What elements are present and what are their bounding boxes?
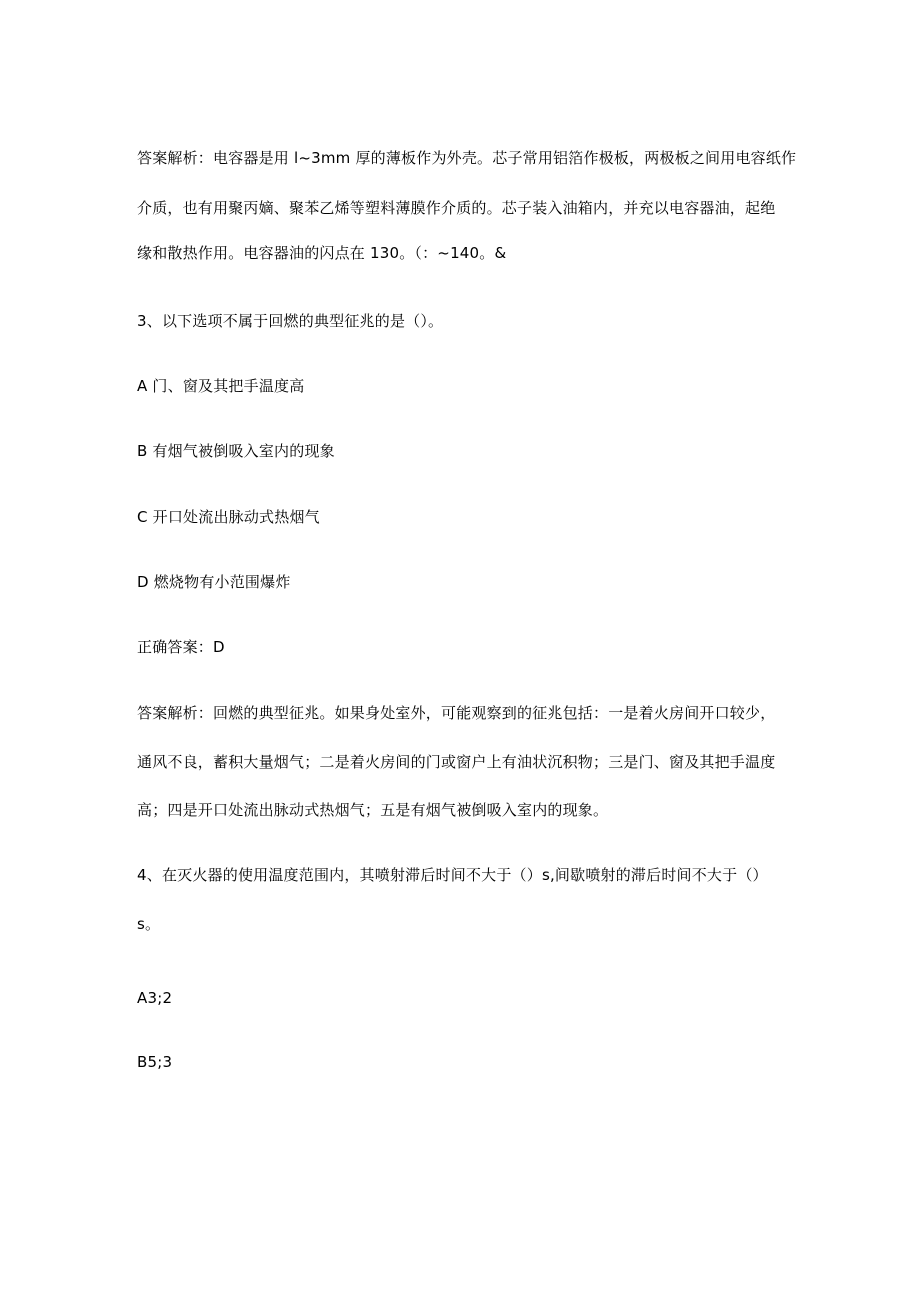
q4-question-line-1: 4、在灭火器的使用温度范围内，其喷射滞后时间不大于（）s,间歇喷射的滞后时间不大于（）: [137, 866, 768, 884]
q4-option-a: A3;2: [137, 989, 173, 1007]
q3-explanation-line-1: 答案解析：回燃的典型征兆。如果身处室外，可能观察到的征兆包括：一是着火房间开口较少，: [137, 704, 776, 722]
q3-option-b: B 有烟气被倒吸入室内的现象: [137, 442, 335, 460]
q2-explanation-line-1: 答案解析：电容器是用 l~3mm 厚的薄板作为外壳。芯子常用铝箔作极板，两极板之间用电容纸作: [137, 149, 797, 167]
q4-question-line-2: s。: [137, 915, 161, 933]
q3-explanation-line-2: 通风不良，蓄积大量烟气；二是着火房间的门或窗户上有油状沉积物；三是门、窗及其把手温度: [137, 753, 776, 771]
q2-explanation-line-3: 缘和散热作用。电容器油的闪点在 130。（：~140。&: [137, 244, 507, 262]
q3-option-d: D 燃烧物有小范围爆炸: [137, 573, 291, 591]
q3-question: 3、以下选项不属于回燃的典型征兆的是（）。: [137, 312, 444, 330]
q3-option-a: A 门、窗及其把手温度高: [137, 377, 305, 395]
q2-explanation-line-2: 介质，也有用聚丙嫡、聚苯乙烯等塑料薄膜作介质的。芯子装入油箱内，并充以电容器油，起绝: [137, 199, 776, 217]
q3-explanation-line-3: 高；四是开口处流出脉动式热烟气；五是有烟气被倒吸入室内的现象。: [137, 801, 609, 819]
q3-answer: 正确答案：D: [137, 638, 225, 656]
q3-option-c: C 开口处流出脉动式热烟气: [137, 508, 320, 526]
q4-option-b: B5;3: [137, 1053, 173, 1071]
